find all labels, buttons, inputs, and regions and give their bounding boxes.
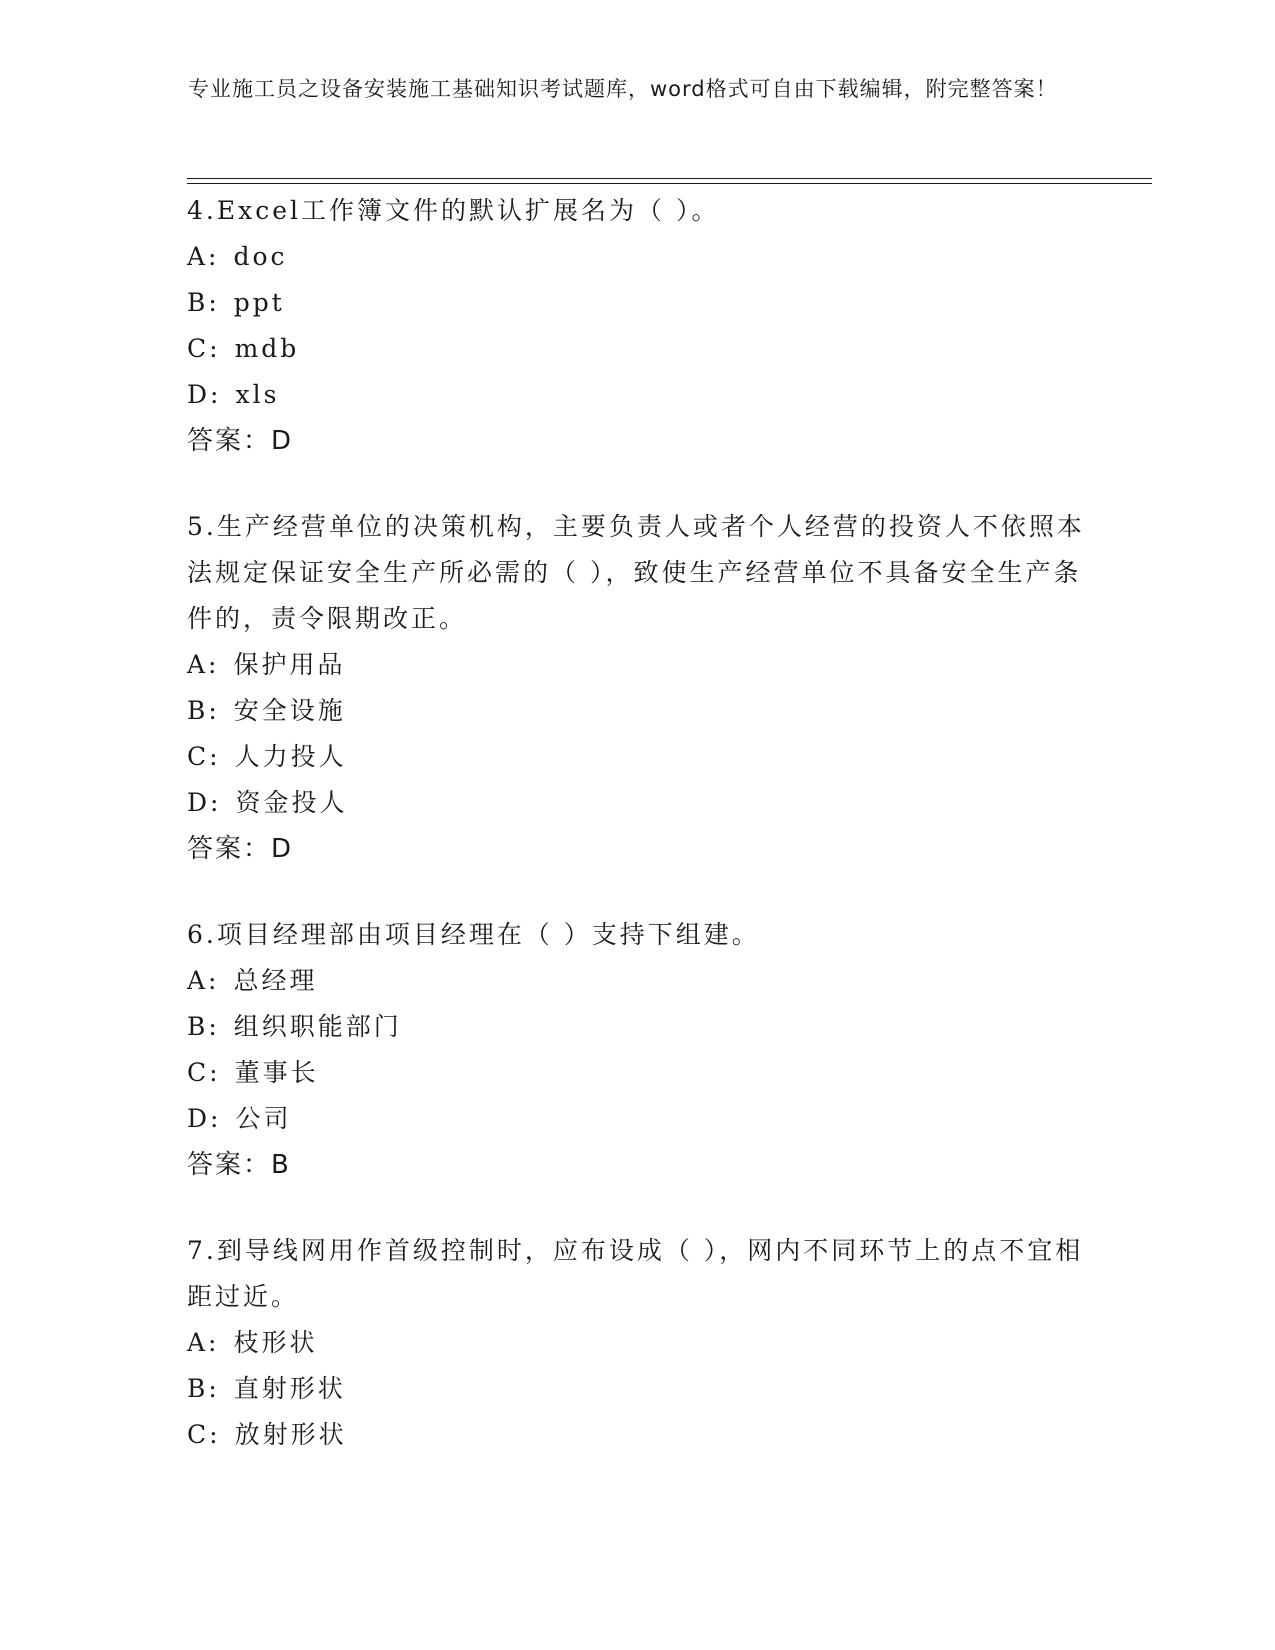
option-value: 组织职能部门 [233,1012,402,1041]
option-value: 安全设施 [233,696,346,725]
option-letter: A: [187,1328,220,1357]
option-value: 枝形状 [233,1328,318,1357]
option-letter: A: [187,966,220,995]
option-letter: B: [187,288,220,317]
header-divider-top [187,178,1152,179]
option-letter: D: [187,380,222,409]
question-6 [187,912,1087,1188]
option-value: ppt [233,288,285,317]
option-b [187,688,1087,734]
option-c [187,734,1087,780]
option-value: 资金投人 [235,788,348,817]
option-b [187,280,1087,326]
option-d [187,372,1087,418]
question-5 [187,504,1087,872]
header-divider-bottom [187,183,1152,184]
question-text: 5.生产经营单位的决策机构，主要负责人或者个人经营的投资人不依照本法规定保证安全生产所必需的（ ），致使生产经营单位不具备安全生产条件的，责令限期改正。 [187,512,1085,633]
option-letter: A: [187,650,220,679]
option-b [187,1366,1087,1412]
option-value: xls [235,380,280,409]
option-a [187,958,1087,1004]
option-d [187,780,1087,826]
option-c [187,1050,1087,1096]
option-b [187,1004,1087,1050]
option-letter: B: [187,696,220,725]
answer-line: 答案：D [187,834,294,864]
question-text: 7.到导线网用作首级控制时，应布设成（ ），网内不同环节上的点不宜相距过近。 [187,1236,1084,1311]
option-a [187,642,1087,688]
option-letter: D: [187,788,222,817]
option-value: 放射形状 [234,1420,347,1449]
option-value: doc [233,242,288,271]
option-letter: D: [187,1104,222,1133]
option-value: 保护用品 [233,650,346,679]
option-c [187,1412,1087,1458]
option-letter: C: [187,1420,221,1449]
option-d [187,1096,1087,1142]
answer-line: 答案：D [187,426,294,456]
document-header: 专业施工员之设备安装施工基础知识考试题库，word格式可自由下载编辑，附完整答案！ [188,77,1058,101]
option-value: 公司 [235,1104,292,1133]
option-letter: B: [187,1012,220,1041]
option-letter: C: [187,742,221,771]
option-letter: B: [187,1374,220,1403]
question-list [187,188,1087,1498]
option-a [187,234,1087,280]
question-text: 6.项目经理部由项目经理在（ ）支持下组建。 [187,920,760,949]
option-a [187,1320,1087,1366]
option-value: mdb [234,334,300,363]
option-value: 直射形状 [233,1374,346,1403]
option-letter: C: [187,334,221,363]
question-text: 4.Excel工作簿文件的默认扩展名为（ ）。 [187,196,720,225]
question-7 [187,1228,1087,1458]
option-value: 总经理 [233,966,318,995]
question-4 [187,188,1087,464]
option-value: 董事长 [234,1058,319,1087]
answer-line: 答案：B [187,1150,291,1180]
option-letter: C: [187,1058,221,1087]
option-value: 人力投人 [234,742,347,771]
option-letter: A: [187,242,220,271]
option-c [187,326,1087,372]
